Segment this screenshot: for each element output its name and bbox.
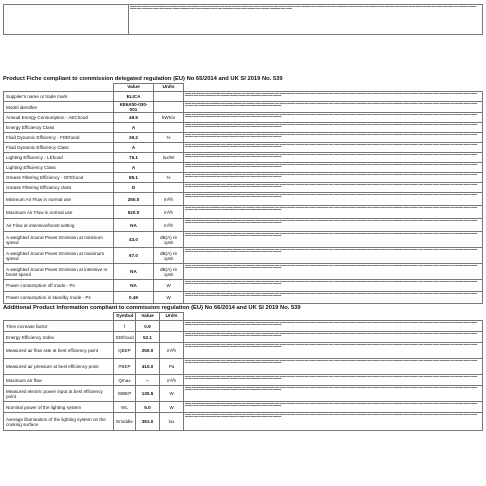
fiche-row-value: 85.1 [114,173,154,183]
fiche-row [4,102,483,113]
additional-row [4,386,483,402]
fiche-row-unit: m³/h [154,193,184,206]
fiche-row-translations: ▬▬▬ ▬▬ ▬▬▬▬ ▬▬ ▬▬▬▬▬ ▬▬ ▬▬▬ ▬▬▬▬ ▬▬ ▬▬▬▬ ▬▬▬ ▬▬▬▬▬▬ ▬▬ ▬▬▬ ▬▬▬▬ ▬▬▬▬ ▬▬ ▬▬▬ ▬▬▬▬▬▬ ▬▬ ▬▬▬ ▬▬▬▬ ▬▬▬ ▬▬▬▬▬ ▬▬ ▬▬▬▬ ▬▬ ▬▬▬ ▬▬▬▬▬ ▬▬▬ ▬▬▬▬ ▬▬ ▬▬▬▬ ▬▬▬ ▬▬▬▬▬ ▬▬ ▬▬▬▬ ▬▬▬ ▬▬▬ ▬▬▬▬ ▬▬ ▬▬▬ ▬▬▬▬▬ ▬▬ ▬▬▬▬ ▬▬▬▬ ▬▬▬ ▬▬ ▬▬▬▬▬ ▬▬▬ ▬▬ ▬▬▬▬ [184,123,483,133]
fiche-row-unit: kWh/a [154,113,184,123]
fiche-row-label: Maximum Air Flow in normal use [4,206,114,219]
additional-row-translations: ▬▬▬ ▬▬ ▬▬▬▬ ▬▬ ▬▬▬▬▬ ▬▬ ▬▬▬ ▬▬▬▬ ▬▬ ▬▬▬▬ ▬▬▬ ▬▬▬▬▬▬ ▬▬ ▬▬▬ ▬▬▬▬ ▬▬▬▬ ▬▬ ▬▬▬ ▬▬▬▬▬▬ ▬▬ ▬▬▬ ▬▬▬▬ ▬▬▬ ▬▬▬▬▬ ▬▬ ▬▬▬▬ ▬▬ ▬▬▬ ▬▬▬▬▬ ▬▬▬ ▬▬▬▬ ▬▬ ▬▬▬▬ ▬▬▬ ▬▬▬▬▬ ▬▬ ▬▬▬▬ ▬▬▬ ▬▬▬ ▬▬▬▬ ▬▬ ▬▬▬ ▬▬▬▬▬ ▬▬ ▬▬▬▬ ▬▬▬▬ ▬▬▬ ▬▬ ▬▬▬▬▬ ▬▬▬ ▬▬ ▬▬▬▬ [184,359,483,375]
additional-row-label: Nominal power of the lighting system [4,402,114,413]
fiche-row-value: 49.5 [114,113,154,123]
fiche-row-label: Grease Filtering Efficiency - GFEhood [4,173,114,183]
additional-row [4,413,483,431]
additional-header-symbol: Symbol [114,313,136,321]
fiche-row-translations: ▬▬▬ ▬▬ ▬▬▬▬ ▬▬ ▬▬▬▬▬ ▬▬ ▬▬▬ ▬▬▬▬ ▬▬ ▬▬▬▬ ▬▬▬ ▬▬▬▬▬▬ ▬▬ ▬▬▬ ▬▬▬▬ ▬▬▬▬ ▬▬ ▬▬▬ ▬▬▬▬▬▬ ▬▬ ▬▬▬ ▬▬▬▬ ▬▬▬ ▬▬▬▬▬ ▬▬ ▬▬▬▬ ▬▬ ▬▬▬ ▬▬▬▬▬ ▬▬▬ ▬▬▬▬ ▬▬ ▬▬▬▬ ▬▬▬ ▬▬▬▬▬ ▬▬ ▬▬▬▬ ▬▬▬ ▬▬▬ ▬▬▬▬ ▬▬ ▬▬▬ ▬▬▬▬▬ ▬▬ ▬▬▬▬ ▬▬▬▬ ▬▬▬ ▬▬ ▬▬▬▬▬ ▬▬▬ ▬▬ ▬▬▬▬ [184,92,483,102]
additional-row-translations: ▬▬▬ ▬▬ ▬▬▬▬ ▬▬ ▬▬▬▬▬ ▬▬ ▬▬▬ ▬▬▬▬ ▬▬ ▬▬▬▬ ▬▬▬ ▬▬▬▬▬▬ ▬▬ ▬▬▬ ▬▬▬▬ ▬▬▬▬ ▬▬ ▬▬▬ ▬▬▬▬▬▬ ▬▬ ▬▬▬ ▬▬▬▬ ▬▬▬ ▬▬▬▬▬ ▬▬ ▬▬▬▬ ▬▬ ▬▬▬ ▬▬▬▬▬ ▬▬▬ ▬▬▬▬ ▬▬ ▬▬▬▬ ▬▬▬ ▬▬▬▬▬ ▬▬ ▬▬▬▬ ▬▬▬ ▬▬▬ ▬▬▬▬ ▬▬ ▬▬▬ ▬▬▬▬▬ ▬▬ ▬▬▬▬ ▬▬▬▬ ▬▬▬ ▬▬ ▬▬▬▬▬ ▬▬▬ ▬▬ ▬▬▬▬ [184,413,483,431]
fiche-row-unit: W [154,292,184,304]
fiche-row-unit: % [154,133,184,143]
fiche-row-label: Power consumption off mode - Po [4,280,114,292]
fiche-row-unit: m³/h [154,219,184,232]
fiche-row-label: A-weighted Sound Power Emission at intensive or boost speed [4,264,114,280]
additional-row-unit: m³/h [160,375,184,386]
additional-row-unit [160,321,184,332]
additional-row-label: Measured electric power input at best efficiency point [4,386,114,402]
fiche-row-translations: ▬▬▬ ▬▬ ▬▬▬▬ ▬▬ ▬▬▬▬▬ ▬▬ ▬▬▬ ▬▬▬▬ ▬▬ ▬▬▬▬ ▬▬▬ ▬▬▬▬▬▬ ▬▬ ▬▬▬ ▬▬▬▬ ▬▬▬▬ ▬▬ ▬▬▬ ▬▬▬▬▬▬ ▬▬ ▬▬▬ ▬▬▬▬ ▬▬▬ ▬▬▬▬▬ ▬▬ ▬▬▬▬ ▬▬ ▬▬▬ ▬▬▬▬▬ ▬▬▬ ▬▬▬▬ ▬▬ ▬▬▬▬ ▬▬▬ ▬▬▬▬▬ ▬▬ ▬▬▬▬ ▬▬▬ ▬▬▬ ▬▬▬▬ ▬▬ ▬▬▬ ▬▬▬▬▬ ▬▬ ▬▬▬▬ ▬▬▬▬ ▬▬▬ ▬▬ ▬▬▬▬▬ ▬▬▬ ▬▬ ▬▬▬▬ [184,292,483,304]
additional-header-blank [4,313,114,321]
additional-row-unit: Pa [160,359,184,375]
fiche-row-value: 0.49 [114,292,154,304]
additional-row-translations: ▬▬▬ ▬▬ ▬▬▬▬ ▬▬ ▬▬▬▬▬ ▬▬ ▬▬▬ ▬▬▬▬ ▬▬ ▬▬▬▬ ▬▬▬ ▬▬▬▬▬▬ ▬▬ ▬▬▬ ▬▬▬▬ ▬▬▬▬ ▬▬ ▬▬▬ ▬▬▬▬▬▬ ▬▬ ▬▬▬ ▬▬▬▬ ▬▬▬ ▬▬▬▬▬ ▬▬ ▬▬▬▬ ▬▬ ▬▬▬ ▬▬▬▬▬ ▬▬▬ ▬▬▬▬ ▬▬ ▬▬▬▬ ▬▬▬ ▬▬▬▬▬ ▬▬ ▬▬▬▬ ▬▬▬ ▬▬▬ ▬▬▬▬ ▬▬ ▬▬▬ ▬▬▬▬▬ ▬▬ ▬▬▬▬ ▬▬▬▬ ▬▬▬ ▬▬ ▬▬▬▬▬ ▬▬▬ ▬▬ ▬▬▬▬ [184,332,483,343]
fiche-row-label: Air Flow at intensive/boost setting [4,219,114,232]
top-blank-cell [4,5,129,35]
fiche-row-translations: ▬▬▬ ▬▬ ▬▬▬▬ ▬▬ ▬▬▬▬▬ ▬▬ ▬▬▬ ▬▬▬▬ ▬▬ ▬▬▬▬ ▬▬▬ ▬▬▬▬▬▬ ▬▬ ▬▬▬ ▬▬▬▬ ▬▬▬▬ ▬▬ ▬▬▬ ▬▬▬▬▬▬ ▬▬ ▬▬▬ ▬▬▬▬ ▬▬▬ ▬▬▬▬▬ ▬▬ ▬▬▬▬ ▬▬ ▬▬▬ ▬▬▬▬▬ ▬▬▬ ▬▬▬▬ ▬▬ ▬▬▬▬ ▬▬▬ ▬▬▬▬▬ ▬▬ ▬▬▬▬ ▬▬▬ ▬▬▬ ▬▬▬▬ ▬▬ ▬▬▬ ▬▬▬▬▬ ▬▬ ▬▬▬▬ ▬▬▬▬ ▬▬▬ ▬▬ ▬▬▬▬▬ ▬▬▬ ▬▬ ▬▬▬▬ [184,113,483,123]
fiche-row-value: 520.0 [114,206,154,219]
additional-row-label: Average illumination of the lighting system on the cooking surface [4,413,114,431]
fiche-title: Product Fiche compliant to commission delegated regulation (EU) No 65/2014 and UK SI 2019 No. 539 [3,76,283,82]
additional-row-value: 130.5 [136,386,160,402]
top-info-table [3,4,483,35]
fiche-row [4,292,483,304]
fiche-header-unit: Units [154,84,184,92]
additional-row-label: Time increase factor [4,321,114,332]
fiche-row [4,163,483,173]
additional-row-symbol: Emiddle [114,413,136,431]
additional-row-translations: ▬▬▬ ▬▬ ▬▬▬▬ ▬▬ ▬▬▬▬▬ ▬▬ ▬▬▬ ▬▬▬▬ ▬▬ ▬▬▬▬ ▬▬▬ ▬▬▬▬▬▬ ▬▬ ▬▬▬ ▬▬▬▬ ▬▬▬▬ ▬▬ ▬▬▬ ▬▬▬▬▬▬ ▬▬ ▬▬▬ ▬▬▬▬ ▬▬▬ ▬▬▬▬▬ ▬▬ ▬▬▬▬ ▬▬ ▬▬▬ ▬▬▬▬▬ ▬▬▬ ▬▬▬▬ ▬▬ ▬▬▬▬ ▬▬▬ ▬▬▬▬▬ ▬▬ ▬▬▬▬ ▬▬▬ ▬▬▬ ▬▬▬▬ ▬▬ ▬▬▬ ▬▬▬▬▬ ▬▬ ▬▬▬▬ ▬▬▬▬ ▬▬▬ ▬▬ ▬▬▬▬▬ ▬▬▬ ▬▬ ▬▬▬▬ [184,321,483,332]
fiche-row-unit [154,92,184,102]
fiche-row-value: KE6X00-030-001 [114,102,154,113]
additional-row [4,402,483,413]
fiche-row-label: Lighting Efficiency - LEhood [4,153,114,163]
fiche-row-unit [154,143,184,153]
additional-row-value: 52.1 [136,332,160,343]
additional-row-symbol: Qmax [114,375,136,386]
fiche-row-value: A [114,143,154,153]
fiche-row-translations: ▬▬▬ ▬▬ ▬▬▬▬ ▬▬ ▬▬▬▬▬ ▬▬ ▬▬▬ ▬▬▬▬ ▬▬ ▬▬▬▬ ▬▬▬ ▬▬▬▬▬▬ ▬▬ ▬▬▬ ▬▬▬▬ ▬▬▬▬ ▬▬ ▬▬▬ ▬▬▬▬▬▬ ▬▬ ▬▬▬ ▬▬▬▬ ▬▬▬ ▬▬▬▬▬ ▬▬ ▬▬▬▬ ▬▬ ▬▬▬ ▬▬▬▬▬ ▬▬▬ ▬▬▬▬ ▬▬ ▬▬▬▬ ▬▬▬ ▬▬▬▬▬ ▬▬ ▬▬▬▬ ▬▬▬ ▬▬▬ ▬▬▬▬ ▬▬ ▬▬▬ ▬▬▬▬▬ ▬▬ ▬▬▬▬ ▬▬▬▬ ▬▬▬ ▬▬ ▬▬▬▬▬ ▬▬▬ ▬▬ ▬▬▬▬ [184,153,483,163]
additional-table [3,312,483,431]
fiche-row-translations: ▬▬▬ ▬▬ ▬▬▬▬ ▬▬ ▬▬▬▬▬ ▬▬ ▬▬▬ ▬▬▬▬ ▬▬ ▬▬▬▬ ▬▬▬ ▬▬▬▬▬▬ ▬▬ ▬▬▬ ▬▬▬▬ ▬▬▬▬ ▬▬ ▬▬▬ ▬▬▬▬▬▬ ▬▬ ▬▬▬ ▬▬▬▬ ▬▬▬ ▬▬▬▬▬ ▬▬ ▬▬▬▬ ▬▬ ▬▬▬ ▬▬▬▬▬ ▬▬▬ ▬▬▬▬ ▬▬ ▬▬▬▬ ▬▬▬ ▬▬▬▬▬ ▬▬ ▬▬▬▬ ▬▬▬ ▬▬▬ ▬▬▬▬ ▬▬ ▬▬▬ ▬▬▬▬▬ ▬▬ ▬▬▬▬ ▬▬▬▬ ▬▬▬ ▬▬ ▬▬▬▬▬ ▬▬▬ ▬▬ ▬▬▬▬ [184,193,483,206]
fiche-row-value: NA [114,219,154,232]
fiche-row [4,123,483,133]
additional-header-unit: Units [160,313,184,321]
fiche-row-value: A [114,163,154,173]
fiche-row-label: A-weighted Sound Power Emission at maximum speed [4,248,114,264]
additional-row-value: 381.0 [136,413,160,431]
fiche-row-unit: dB(A) re 1pW [154,232,184,248]
additional-row [4,321,483,332]
fiche-row [4,113,483,123]
additional-row-value: 250.0 [136,343,160,359]
additional-row-unit: m³/h [160,343,184,359]
top-multilingual-text: ▬▬▬ ▬▬ ▬▬▬▬ ▬▬ ▬▬▬▬▬ ▬▬ ▬▬▬ ▬▬▬▬ ▬▬ ▬▬▬▬ ▬▬▬ ▬▬▬▬▬▬ ▬▬ ▬▬▬ ▬▬▬▬ ▬▬▬▬ ▬▬ ▬▬▬ ▬▬▬▬▬▬ ▬▬ ▬▬▬ ▬▬▬▬ ▬▬▬ ▬▬▬▬▬ ▬▬ ▬▬▬▬ ▬▬ ▬▬▬ ▬▬▬▬▬ ▬▬▬ ▬▬▬▬ ▬▬ ▬▬▬▬ ▬▬▬ ▬▬▬▬▬ ▬▬ ▬▬▬▬ ▬▬▬ ▬▬▬ ▬▬▬▬ ▬▬ ▬▬▬ ▬▬▬▬▬ ▬▬ ▬▬▬▬ ▬▬▬▬ ▬▬▬ ▬▬ ▬▬▬▬▬ ▬▬▬ ▬▬ ▬▬▬▬ ▬▬▬ ▬▬▬▬▬ ▬▬ ▬▬▬ ▬▬▬▬ ▬▬▬ ▬▬ ▬▬▬▬▬ ▬▬▬ ▬▬▬ ▬▬▬▬ ▬▬ ▬▬▬▬ ▬▬▬▬▬ ▬▬ ▬▬▬ [129,5,483,35]
fiche-row [4,264,483,280]
fiche-row-translations: ▬▬▬ ▬▬ ▬▬▬▬ ▬▬ ▬▬▬▬▬ ▬▬ ▬▬▬ ▬▬▬▬ ▬▬ ▬▬▬▬ ▬▬▬ ▬▬▬▬▬▬ ▬▬ ▬▬▬ ▬▬▬▬ ▬▬▬▬ ▬▬ ▬▬▬ ▬▬▬▬▬▬ ▬▬ ▬▬▬ ▬▬▬▬ ▬▬▬ ▬▬▬▬▬ ▬▬ ▬▬▬▬ ▬▬ ▬▬▬ ▬▬▬▬▬ ▬▬▬ ▬▬▬▬ ▬▬ ▬▬▬▬ ▬▬▬ ▬▬▬▬▬ ▬▬ ▬▬▬▬ ▬▬▬ ▬▬▬ ▬▬▬▬ ▬▬ ▬▬▬ ▬▬▬▬▬ ▬▬ ▬▬▬▬ ▬▬▬▬ ▬▬▬ ▬▬ ▬▬▬▬▬ ▬▬▬ ▬▬ ▬▬▬▬ [184,248,483,264]
fiche-row-translations: ▬▬▬ ▬▬ ▬▬▬▬ ▬▬ ▬▬▬▬▬ ▬▬ ▬▬▬ ▬▬▬▬ ▬▬ ▬▬▬▬ ▬▬▬ ▬▬▬▬▬▬ ▬▬ ▬▬▬ ▬▬▬▬ ▬▬▬▬ ▬▬ ▬▬▬ ▬▬▬▬▬▬ ▬▬ ▬▬▬ ▬▬▬▬ ▬▬▬ ▬▬▬▬▬ ▬▬ ▬▬▬▬ ▬▬ ▬▬▬ ▬▬▬▬▬ ▬▬▬ ▬▬▬▬ ▬▬ ▬▬▬▬ ▬▬▬ ▬▬▬▬▬ ▬▬ ▬▬▬▬ ▬▬▬ ▬▬▬ ▬▬▬▬ ▬▬ ▬▬▬ ▬▬▬▬▬ ▬▬ ▬▬▬▬ ▬▬▬▬ ▬▬▬ ▬▬ ▬▬▬▬▬ ▬▬▬ ▬▬ ▬▬▬▬ [184,206,483,219]
fiche-row-label: Fluid Dynamic Efficiency - FDEhood [4,133,114,143]
additional-row-translations: ▬▬▬ ▬▬ ▬▬▬▬ ▬▬ ▬▬▬▬▬ ▬▬ ▬▬▬ ▬▬▬▬ ▬▬ ▬▬▬▬ ▬▬▬ ▬▬▬▬▬▬ ▬▬ ▬▬▬ ▬▬▬▬ ▬▬▬▬ ▬▬ ▬▬▬ ▬▬▬▬▬▬ ▬▬ ▬▬▬ ▬▬▬▬ ▬▬▬ ▬▬▬▬▬ ▬▬ ▬▬▬▬ ▬▬ ▬▬▬ ▬▬▬▬▬ ▬▬▬ ▬▬▬▬ ▬▬ ▬▬▬▬ ▬▬▬ ▬▬▬▬▬ ▬▬ ▬▬▬▬ ▬▬▬ ▬▬▬ ▬▬▬▬ ▬▬ ▬▬▬ ▬▬▬▬▬ ▬▬ ▬▬▬▬ ▬▬▬▬ ▬▬▬ ▬▬ ▬▬▬▬▬ ▬▬▬ ▬▬ ▬▬▬▬ [184,402,483,413]
fiche-row-unit: dB(A) re 1pW [154,264,184,280]
fiche-row [4,206,483,219]
fiche-row-translations: ▬▬▬ ▬▬ ▬▬▬▬ ▬▬ ▬▬▬▬▬ ▬▬ ▬▬▬ ▬▬▬▬ ▬▬ ▬▬▬▬ ▬▬▬ ▬▬▬▬▬▬ ▬▬ ▬▬▬ ▬▬▬▬ ▬▬▬▬ ▬▬ ▬▬▬ ▬▬▬▬▬▬ ▬▬ ▬▬▬ ▬▬▬▬ ▬▬▬ ▬▬▬▬▬ ▬▬ ▬▬▬▬ ▬▬ ▬▬▬ ▬▬▬▬▬ ▬▬▬ ▬▬▬▬ ▬▬ ▬▬▬▬ ▬▬▬ ▬▬▬▬▬ ▬▬ ▬▬▬▬ ▬▬▬ ▬▬▬ ▬▬▬▬ ▬▬ ▬▬▬ ▬▬▬▬▬ ▬▬ ▬▬▬▬ ▬▬▬▬ ▬▬▬ ▬▬ ▬▬▬▬▬ ▬▬▬ ▬▬ ▬▬▬▬ [184,102,483,113]
fiche-row-unit: % [154,173,184,183]
fiche-row-value: NA [114,280,154,292]
fiche-row-value: A [114,123,154,133]
fiche-row-value: 43.0 [114,232,154,248]
fiche-row-label: Minimum Air Flow in normal use [4,193,114,206]
additional-row-label: Energy Efficiency Index [4,332,114,343]
fiche-row [4,153,483,163]
fiche-row [4,183,483,193]
fiche-row-translations: ▬▬▬ ▬▬ ▬▬▬▬ ▬▬ ▬▬▬▬▬ ▬▬ ▬▬▬ ▬▬▬▬ ▬▬ ▬▬▬▬ ▬▬▬ ▬▬▬▬▬▬ ▬▬ ▬▬▬ ▬▬▬▬ ▬▬▬▬ ▬▬ ▬▬▬ ▬▬▬▬▬▬ ▬▬ ▬▬▬ ▬▬▬▬ ▬▬▬ ▬▬▬▬▬ ▬▬ ▬▬▬▬ ▬▬ ▬▬▬ ▬▬▬▬▬ ▬▬▬ ▬▬▬▬ ▬▬ ▬▬▬▬ ▬▬▬ ▬▬▬▬▬ ▬▬ ▬▬▬▬ ▬▬▬ ▬▬▬ ▬▬▬▬ ▬▬ ▬▬▬ ▬▬▬▬▬ ▬▬ ▬▬▬▬ ▬▬▬▬ ▬▬▬ ▬▬ ▬▬▬▬▬ ▬▬▬ ▬▬ ▬▬▬▬ [184,133,483,143]
fiche-row [4,173,483,183]
fiche-header-blank [4,84,114,92]
fiche-row-translations: ▬▬▬ ▬▬ ▬▬▬▬ ▬▬ ▬▬▬▬▬ ▬▬ ▬▬▬ ▬▬▬▬ ▬▬ ▬▬▬▬ ▬▬▬ ▬▬▬▬▬▬ ▬▬ ▬▬▬ ▬▬▬▬ ▬▬▬▬ ▬▬ ▬▬▬ ▬▬▬▬▬▬ ▬▬ ▬▬▬ ▬▬▬▬ ▬▬▬ ▬▬▬▬▬ ▬▬ ▬▬▬▬ ▬▬ ▬▬▬ ▬▬▬▬▬ ▬▬▬ ▬▬▬▬ ▬▬ ▬▬▬▬ ▬▬▬ ▬▬▬▬▬ ▬▬ ▬▬▬▬ ▬▬▬ ▬▬▬ ▬▬▬▬ ▬▬ ▬▬▬ ▬▬▬▬▬ ▬▬ ▬▬▬▬ ▬▬▬▬ ▬▬▬ ▬▬ ▬▬▬▬▬ ▬▬▬ ▬▬ ▬▬▬▬ [184,173,483,183]
additional-row-unit: W [160,402,184,413]
additional-row-label: Measured air pressure at best efficiency point [4,359,114,375]
fiche-row [4,143,483,153]
fiche-row [4,280,483,292]
fiche-row-label: Annual Energy Consumption - AEChood [4,113,114,123]
fiche-row-value: NA [114,264,154,280]
additional-row-symbol: QBEP [114,343,136,359]
additional-row-unit [160,332,184,343]
additional-row-symbol: WBEP [114,386,136,402]
additional-row-value: -- [136,375,160,386]
additional-row [4,375,483,386]
fiche-row-label: Power consumption in standby mode - Ps [4,292,114,304]
fiche-row-unit: dB(A) re 1pW [154,248,184,264]
fiche-row-translations: ▬▬▬ ▬▬ ▬▬▬▬ ▬▬ ▬▬▬▬▬ ▬▬ ▬▬▬ ▬▬▬▬ ▬▬ ▬▬▬▬ ▬▬▬ ▬▬▬▬▬▬ ▬▬ ▬▬▬ ▬▬▬▬ ▬▬▬▬ ▬▬ ▬▬▬ ▬▬▬▬▬▬ ▬▬ ▬▬▬ ▬▬▬▬ ▬▬▬ ▬▬▬▬▬ ▬▬ ▬▬▬▬ ▬▬ ▬▬▬ ▬▬▬▬▬ ▬▬▬ ▬▬▬▬ ▬▬ ▬▬▬▬ ▬▬▬ ▬▬▬▬▬ ▬▬ ▬▬▬▬ ▬▬▬ ▬▬▬ ▬▬▬▬ ▬▬ ▬▬▬ ▬▬▬▬▬ ▬▬ ▬▬▬▬ ▬▬▬▬ ▬▬▬ ▬▬ ▬▬▬▬▬ ▬▬▬ ▬▬ ▬▬▬▬ [184,264,483,280]
fiche-row [4,232,483,248]
additional-row-symbol: f [114,321,136,332]
additional-row-translations: ▬▬▬ ▬▬ ▬▬▬▬ ▬▬ ▬▬▬▬▬ ▬▬ ▬▬▬ ▬▬▬▬ ▬▬ ▬▬▬▬ ▬▬▬ ▬▬▬▬▬▬ ▬▬ ▬▬▬ ▬▬▬▬ ▬▬▬▬ ▬▬ ▬▬▬ ▬▬▬▬▬▬ ▬▬ ▬▬▬ ▬▬▬▬ ▬▬▬ ▬▬▬▬▬ ▬▬ ▬▬▬▬ ▬▬ ▬▬▬ ▬▬▬▬▬ ▬▬▬ ▬▬▬▬ ▬▬ ▬▬▬▬ ▬▬▬ ▬▬▬▬▬ ▬▬ ▬▬▬▬ ▬▬▬ ▬▬▬ ▬▬▬▬ ▬▬ ▬▬▬ ▬▬▬▬▬ ▬▬ ▬▬▬▬ ▬▬▬▬ ▬▬▬ ▬▬ ▬▬▬▬▬ ▬▬▬ ▬▬ ▬▬▬▬ [184,375,483,386]
fiche-row-translations: ▬▬▬ ▬▬ ▬▬▬▬ ▬▬ ▬▬▬▬▬ ▬▬ ▬▬▬ ▬▬▬▬ ▬▬ ▬▬▬▬ ▬▬▬ ▬▬▬▬▬▬ ▬▬ ▬▬▬ ▬▬▬▬ ▬▬▬▬ ▬▬ ▬▬▬ ▬▬▬▬▬▬ ▬▬ ▬▬▬ ▬▬▬▬ ▬▬▬ ▬▬▬▬▬ ▬▬ ▬▬▬▬ ▬▬ ▬▬▬ ▬▬▬▬▬ ▬▬▬ ▬▬▬▬ ▬▬ ▬▬▬▬ ▬▬▬ ▬▬▬▬▬ ▬▬ ▬▬▬▬ ▬▬▬ ▬▬▬ ▬▬▬▬ ▬▬ ▬▬▬ ▬▬▬▬▬ ▬▬ ▬▬▬▬ ▬▬▬▬ ▬▬▬ ▬▬ ▬▬▬▬▬ ▬▬▬ ▬▬ ▬▬▬▬ [184,219,483,232]
fiche-row-translations: ▬▬▬ ▬▬ ▬▬▬▬ ▬▬ ▬▬▬▬▬ ▬▬ ▬▬▬ ▬▬▬▬ ▬▬ ▬▬▬▬ ▬▬▬ ▬▬▬▬▬▬ ▬▬ ▬▬▬ ▬▬▬▬ ▬▬▬▬ ▬▬ ▬▬▬ ▬▬▬▬▬▬ ▬▬ ▬▬▬ ▬▬▬▬ ▬▬▬ ▬▬▬▬▬ ▬▬ ▬▬▬▬ ▬▬ ▬▬▬ ▬▬▬▬▬ ▬▬▬ ▬▬▬▬ ▬▬ ▬▬▬▬ ▬▬▬ ▬▬▬▬▬ ▬▬ ▬▬▬▬ ▬▬▬ ▬▬▬ ▬▬▬▬ ▬▬ ▬▬▬ ▬▬▬▬▬ ▬▬ ▬▬▬▬ ▬▬▬▬ ▬▬▬ ▬▬ ▬▬▬▬▬ ▬▬▬ ▬▬ ▬▬▬▬ [184,143,483,153]
fiche-row-value: D [114,183,154,193]
fiche-row [4,133,483,143]
fiche-row-label: Lighting Efficiency Class [4,163,114,173]
additional-row [4,343,483,359]
additional-row-translations: ▬▬▬ ▬▬ ▬▬▬▬ ▬▬ ▬▬▬▬▬ ▬▬ ▬▬▬ ▬▬▬▬ ▬▬ ▬▬▬▬ ▬▬▬ ▬▬▬▬▬▬ ▬▬ ▬▬▬ ▬▬▬▬ ▬▬▬▬ ▬▬ ▬▬▬ ▬▬▬▬▬▬ ▬▬ ▬▬▬ ▬▬▬▬ ▬▬▬ ▬▬▬▬▬ ▬▬ ▬▬▬▬ ▬▬ ▬▬▬ ▬▬▬▬▬ ▬▬▬ ▬▬▬▬ ▬▬ ▬▬▬▬ ▬▬▬ ▬▬▬▬▬ ▬▬ ▬▬▬▬ ▬▬▬ ▬▬▬ ▬▬▬▬ ▬▬ ▬▬▬ ▬▬▬▬▬ ▬▬ ▬▬▬▬ ▬▬▬▬ ▬▬▬ ▬▬ ▬▬▬▬▬ ▬▬▬ ▬▬ ▬▬▬▬ [184,386,483,402]
additional-row-symbol: WL [114,402,136,413]
fiche-row-value: 250.0 [114,193,154,206]
fiche-row-value: ELICA [114,92,154,102]
fiche-row-label: Fluid Dynamic Efficiency Class [4,143,114,153]
additional-row-symbol: EEIhood [114,332,136,343]
additional-row-value: 5.0 [136,402,160,413]
fiche-row [4,193,483,206]
fiche-row-label: Grease Filtering Efficiency class [4,183,114,193]
fiche-row-label: Energy Efficiency Class [4,123,114,133]
fiche-row-translations: ▬▬▬ ▬▬ ▬▬▬▬ ▬▬ ▬▬▬▬▬ ▬▬ ▬▬▬ ▬▬▬▬ ▬▬ ▬▬▬▬ ▬▬▬ ▬▬▬▬▬▬ ▬▬ ▬▬▬ ▬▬▬▬ ▬▬▬▬ ▬▬ ▬▬▬ ▬▬▬▬▬▬ ▬▬ ▬▬▬ ▬▬▬▬ ▬▬▬ ▬▬▬▬▬ ▬▬ ▬▬▬▬ ▬▬ ▬▬▬ ▬▬▬▬▬ ▬▬▬ ▬▬▬▬ ▬▬ ▬▬▬▬ ▬▬▬ ▬▬▬▬▬ ▬▬ ▬▬▬▬ ▬▬▬ ▬▬▬ ▬▬▬▬ ▬▬ ▬▬▬ ▬▬▬▬▬ ▬▬ ▬▬▬▬ ▬▬▬▬ ▬▬▬ ▬▬ ▬▬▬▬▬ ▬▬▬ ▬▬ ▬▬▬▬ [184,183,483,193]
fiche-row-value: 29.2 [114,133,154,143]
fiche-row-translations: ▬▬▬ ▬▬ ▬▬▬▬ ▬▬ ▬▬▬▬▬ ▬▬ ▬▬▬ ▬▬▬▬ ▬▬ ▬▬▬▬ ▬▬▬ ▬▬▬▬▬▬ ▬▬ ▬▬▬ ▬▬▬▬ ▬▬▬▬ ▬▬ ▬▬▬ ▬▬▬▬▬▬ ▬▬ ▬▬▬ ▬▬▬▬ ▬▬▬ ▬▬▬▬▬ ▬▬ ▬▬▬▬ ▬▬ ▬▬▬ ▬▬▬▬▬ ▬▬▬ ▬▬▬▬ ▬▬ ▬▬▬▬ ▬▬▬ ▬▬▬▬▬ ▬▬ ▬▬▬▬ ▬▬▬ ▬▬▬ ▬▬▬▬ ▬▬ ▬▬▬ ▬▬▬▬▬ ▬▬ ▬▬▬▬ ▬▬▬▬ ▬▬▬ ▬▬ ▬▬▬▬▬ ▬▬▬ ▬▬ ▬▬▬▬ [184,163,483,173]
additional-row [4,332,483,343]
additional-row-value: 0.9 [136,321,160,332]
additional-title: Additional Product Information compliant to commission regulation (EU) No 66/2014 and UK SI 2019 No. 539 [3,305,301,311]
fiche-row-unit [154,102,184,113]
fiche-row-translations: ▬▬▬ ▬▬ ▬▬▬▬ ▬▬ ▬▬▬▬▬ ▬▬ ▬▬▬ ▬▬▬▬ ▬▬ ▬▬▬▬ ▬▬▬ ▬▬▬▬▬▬ ▬▬ ▬▬▬ ▬▬▬▬ ▬▬▬▬ ▬▬ ▬▬▬ ▬▬▬▬▬▬ ▬▬ ▬▬▬ ▬▬▬▬ ▬▬▬ ▬▬▬▬▬ ▬▬ ▬▬▬▬ ▬▬ ▬▬▬ ▬▬▬▬▬ ▬▬▬ ▬▬▬▬ ▬▬ ▬▬▬▬ ▬▬▬ ▬▬▬▬▬ ▬▬ ▬▬▬▬ ▬▬▬ ▬▬▬ ▬▬▬▬ ▬▬ ▬▬▬ ▬▬▬▬▬ ▬▬ ▬▬▬▬ ▬▬▬▬ ▬▬▬ ▬▬ ▬▬▬▬▬ ▬▬▬ ▬▬ ▬▬▬▬ [184,232,483,248]
fiche-row-unit: m³/h [154,206,184,219]
additional-header-blank-2 [184,313,483,321]
fiche-row-label: Model identifier [4,102,114,113]
fiche-row-unit: W [154,280,184,292]
additional-row-unit: lux [160,413,184,431]
additional-row-translations: ▬▬▬ ▬▬ ▬▬▬▬ ▬▬ ▬▬▬▬▬ ▬▬ ▬▬▬ ▬▬▬▬ ▬▬ ▬▬▬▬ ▬▬▬ ▬▬▬▬▬▬ ▬▬ ▬▬▬ ▬▬▬▬ ▬▬▬▬ ▬▬ ▬▬▬ ▬▬▬▬▬▬ ▬▬ ▬▬▬ ▬▬▬▬ ▬▬▬ ▬▬▬▬▬ ▬▬ ▬▬▬▬ ▬▬ ▬▬▬ ▬▬▬▬▬ ▬▬▬ ▬▬▬▬ ▬▬ ▬▬▬▬ ▬▬▬ ▬▬▬▬▬ ▬▬ ▬▬▬▬ ▬▬▬ ▬▬▬ ▬▬▬▬ ▬▬ ▬▬▬ ▬▬▬▬▬ ▬▬ ▬▬▬▬ ▬▬▬▬ ▬▬▬ ▬▬ ▬▬▬▬▬ ▬▬▬ ▬▬ ▬▬▬▬ [184,343,483,359]
additional-header-value: Value [136,313,160,321]
fiche-row-label: A-weighted Sound Power Emission at minimum speed [4,232,114,248]
additional-row-label: Maximum air flow [4,375,114,386]
fiche-row [4,248,483,264]
fiche-row-value: 67.0 [114,248,154,264]
fiche-row-translations: ▬▬▬ ▬▬ ▬▬▬▬ ▬▬ ▬▬▬▬▬ ▬▬ ▬▬▬ ▬▬▬▬ ▬▬ ▬▬▬▬ ▬▬▬ ▬▬▬▬▬▬ ▬▬ ▬▬▬ ▬▬▬▬ ▬▬▬▬ ▬▬ ▬▬▬ ▬▬▬▬▬▬ ▬▬ ▬▬▬ ▬▬▬▬ ▬▬▬ ▬▬▬▬▬ ▬▬ ▬▬▬▬ ▬▬ ▬▬▬ ▬▬▬▬▬ ▬▬▬ ▬▬▬▬ ▬▬ ▬▬▬▬ ▬▬▬ ▬▬▬▬▬ ▬▬ ▬▬▬▬ ▬▬▬ ▬▬▬ ▬▬▬▬ ▬▬ ▬▬▬ ▬▬▬▬▬ ▬▬ ▬▬▬▬ ▬▬▬▬ ▬▬▬ ▬▬ ▬▬▬▬▬ ▬▬▬ ▬▬ ▬▬▬▬ [184,280,483,292]
fiche-row-unit [154,183,184,193]
additional-row [4,359,483,375]
fiche-table [3,83,483,304]
fiche-row-unit [154,163,184,173]
additional-row-unit: W [160,386,184,402]
additional-row-value: 410.0 [136,359,160,375]
additional-row-label: Measured air flow rate at best efficiency point [4,343,114,359]
fiche-row-unit: lux/W [154,153,184,163]
fiche-row-value: 76.1 [114,153,154,163]
fiche-header-value: Value [114,84,154,92]
fiche-row-unit [154,123,184,133]
fiche-row-label: Supplier's name or trade mark [4,92,114,102]
additional-row-symbol: PBEP [114,359,136,375]
fiche-row [4,92,483,102]
fiche-header-blank-2 [184,84,483,92]
fiche-row [4,219,483,232]
